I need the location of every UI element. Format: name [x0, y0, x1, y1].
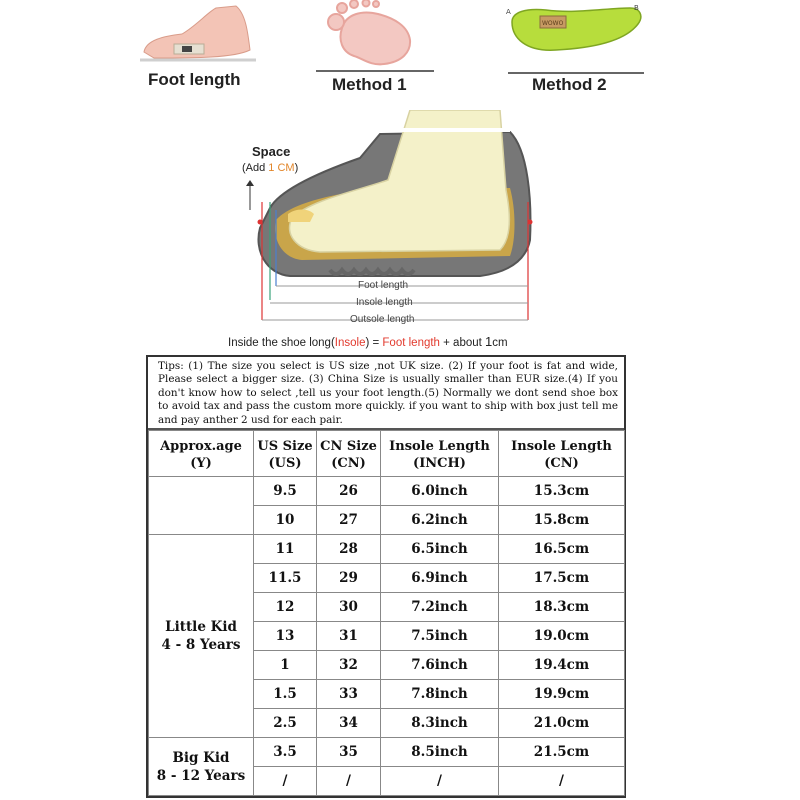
- insole-tag-text: WOWO: [542, 20, 564, 27]
- cn-size-cell: 27: [317, 506, 381, 535]
- insole-inch-cell: 6.0inch: [381, 477, 499, 506]
- cn-size-cell: 31: [317, 622, 381, 651]
- space-note-value: 1 CM: [268, 162, 295, 174]
- us-size-cell: 1: [254, 651, 317, 680]
- insole-inch-cell: 8.5inch: [381, 738, 499, 767]
- big-kid-label: Big Kid: [172, 749, 230, 766]
- us-size-cell: 10: [254, 506, 317, 535]
- insole-inch-cell: 7.6inch: [381, 651, 499, 680]
- cn-size-cell: 32: [317, 651, 381, 680]
- method-1-caption: Method 1: [332, 75, 407, 94]
- insole-cm-cell: 21.0cm: [499, 709, 625, 738]
- space-title: Space: [252, 144, 291, 159]
- size-chart: [146, 355, 626, 798]
- insole-cm-cell: 15.8cm: [499, 506, 625, 535]
- cn-size-cell: 33: [317, 680, 381, 709]
- us-size-cell: 13: [254, 622, 317, 651]
- cn-size-cell: 29: [317, 564, 381, 593]
- insole-inch-cell: 6.9inch: [381, 564, 499, 593]
- insole-cm-cell: 19.0cm: [499, 622, 625, 651]
- method-2: [506, 0, 646, 94]
- cn-size-cell: 30: [317, 593, 381, 622]
- table-row: [149, 738, 625, 767]
- header-insole-cm: Insole Length (CN): [499, 431, 625, 477]
- insole-cm-cell: 16.5cm: [499, 535, 625, 564]
- insole-inch-cell: /: [381, 767, 499, 796]
- outsole-length-label: Outsole length: [350, 314, 415, 325]
- cn-size-cell: /: [317, 767, 381, 796]
- little-kid-years: 4 - 8 Years: [161, 637, 241, 653]
- us-size-cell: /: [254, 767, 317, 796]
- foot-length-method: [134, 0, 262, 89]
- tips-text: Tips: (1) The size you select is US size ,not UK size. (2) If your foot is fat and wide, Please select a bigger size. (3) China Size is usually smaller than EUR size.(4) If you don't know how to select ,tell us your foot length.(5) Normally we dont send shoe box to avoid tax and pass the custom more quickly. if you want to ship with box just tell me and pay anther 2 usd for each pair.: [148, 357, 624, 430]
- insole-cm-cell: 15.3cm: [499, 477, 625, 506]
- marker-b: B: [634, 4, 639, 12]
- cn-size-cell: 28: [317, 535, 381, 564]
- formula-foot: Foot length: [382, 337, 440, 349]
- big-kid-years: 8 - 12 Years: [156, 767, 246, 784]
- insole-inch-cell: 7.8inch: [381, 680, 499, 709]
- us-size-cell: 9.5: [254, 477, 317, 506]
- space-note-suffix: ): [294, 162, 299, 174]
- space-note-prefix: (Add: [242, 162, 269, 174]
- method-2-rule: [508, 72, 644, 74]
- formula-mid: ) =: [365, 337, 383, 349]
- header-age: Approx.age (Y): [149, 431, 254, 477]
- insole-inch-cell: 7.5inch: [381, 622, 499, 651]
- insole-inch-cell: 6.5inch: [381, 535, 499, 564]
- table-row: [149, 535, 625, 564]
- header-insole-inch: Insole Length (INCH): [381, 431, 499, 477]
- insole-length-label: Insole length: [356, 297, 413, 308]
- insole-cm-cell: 18.3cm: [499, 593, 625, 622]
- insole-inch-cell: 7.2inch: [381, 593, 499, 622]
- us-size-cell: 3.5: [254, 738, 317, 767]
- insole-inch-cell: 6.2inch: [381, 506, 499, 535]
- age-group-big-kid: [149, 738, 254, 796]
- insole-cm-cell: /: [499, 767, 625, 796]
- method-2-caption: Method 2: [532, 75, 607, 94]
- formula-suffix: + about: [439, 337, 486, 349]
- cn-size-cell: 35: [317, 738, 381, 767]
- formula-one: 1: [485, 334, 493, 349]
- size-table: [148, 430, 625, 796]
- footprint-icon: [312, 0, 436, 74]
- formula-unit: cm: [492, 337, 508, 349]
- shoe-size-diagram: [210, 110, 570, 350]
- us-size-cell: 1.5: [254, 680, 317, 709]
- formula-prefix: Inside the shoe long(: [228, 337, 335, 349]
- foot-length-caption: Foot length: [148, 70, 241, 89]
- method-1-rule: [316, 70, 434, 72]
- foot-measure-photo: [134, 0, 262, 70]
- header-us-size: US Size (US): [254, 431, 317, 477]
- us-size-cell: 11: [254, 535, 317, 564]
- foot-length-label: Foot length: [358, 280, 409, 291]
- insole-cm-cell: 17.5cm: [499, 564, 625, 593]
- us-size-cell: 11.5: [254, 564, 317, 593]
- us-size-cell: 12: [254, 593, 317, 622]
- insole-cm-cell: 21.5cm: [499, 738, 625, 767]
- insole-cm-cell: 19.4cm: [499, 651, 625, 680]
- little-kid-label: Little Kid: [165, 619, 237, 635]
- header-cn-size: CN Size (CN): [317, 431, 381, 477]
- table-row: [149, 477, 625, 506]
- marker-a: A: [506, 8, 511, 16]
- age-group-little-kid: [149, 535, 254, 738]
- insole-icon: [506, 0, 646, 74]
- cn-size-cell: 34: [317, 709, 381, 738]
- cn-size-cell: 26: [317, 477, 381, 506]
- age-cell-empty: [149, 477, 254, 535]
- insole-formula: [228, 334, 508, 349]
- method-1: [312, 0, 436, 94]
- table-header-row: [149, 431, 625, 477]
- insole-inch-cell: 8.3inch: [381, 709, 499, 738]
- us-size-cell: 2.5: [254, 709, 317, 738]
- space-note: [242, 162, 298, 174]
- formula-insole: Insole: [334, 337, 366, 349]
- insole-cm-cell: 19.9cm: [499, 680, 625, 709]
